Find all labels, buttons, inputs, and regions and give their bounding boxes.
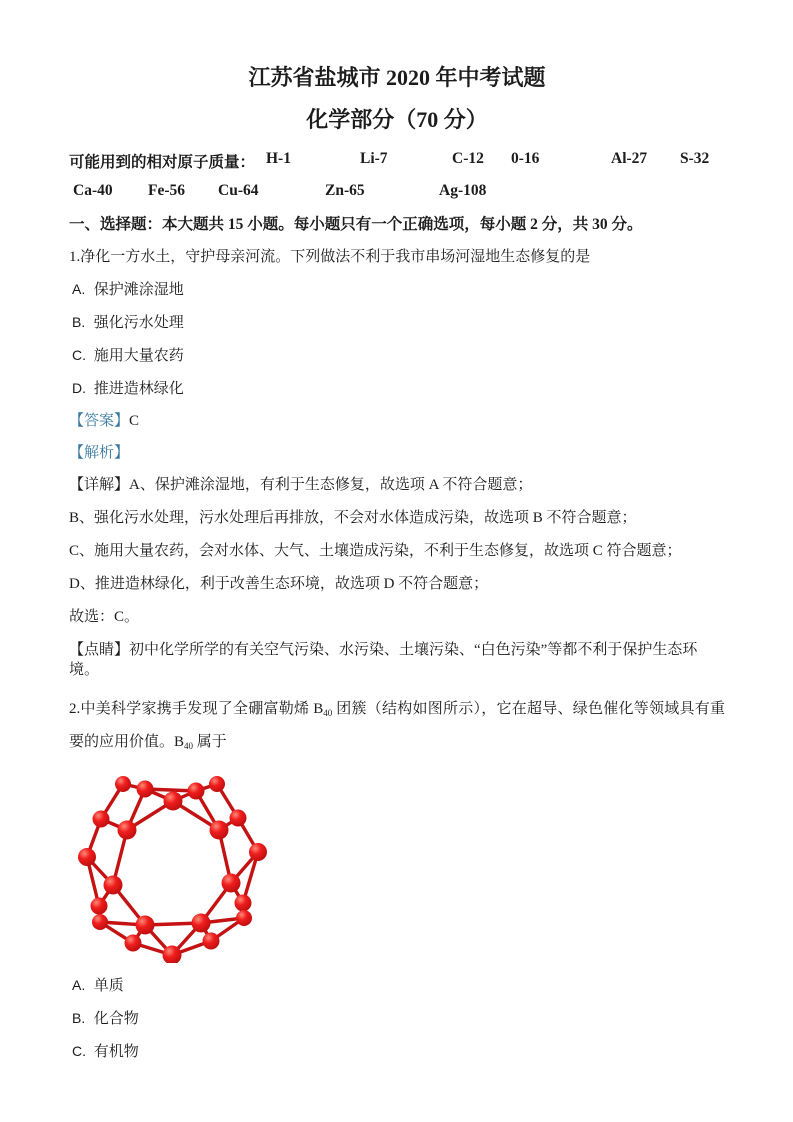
q1-tip: 【点睛】初中化学所学的有关空气污染、水污染、土壤污染、“白色污染”等都不利于保护生态环境。 — [69, 642, 698, 678]
q2-option-b — [72, 1008, 725, 1029]
analysis-label: 【解析】 — [69, 445, 130, 461]
q2-option-a — [72, 975, 725, 996]
q1-option-b — [72, 312, 725, 333]
q1-detail-c: C、施用大量农药，会对水体、大气、土壤造成污染，不利于生态修复，故选项 C 符合题意； — [69, 543, 682, 559]
answer-label: 【答案】 — [69, 413, 130, 429]
option-letter: C. — [72, 347, 86, 363]
q2-subscript: 40 — [184, 741, 194, 751]
option-letter: A. — [72, 977, 86, 993]
question-2-stem — [69, 693, 725, 759]
q1-option-d — [72, 378, 725, 399]
q1-option-a — [72, 279, 725, 300]
q1-option-c — [72, 345, 725, 366]
exam-title: 江苏省盐城市 2020 年中考试题 — [248, 65, 546, 90]
q1-analysis-line — [69, 443, 725, 463]
atomic-mass-row-2 — [69, 182, 725, 202]
mass-item: S-32 — [680, 150, 710, 167]
answer-value: C — [129, 413, 140, 429]
mass-item: Al-27 — [611, 150, 648, 167]
mass-item: C-12 — [452, 150, 484, 167]
mass-item: Fe-56 — [148, 182, 186, 199]
exam-subtitle: 化学部分（70 分） — [306, 107, 488, 132]
atomic-mass-note: 可能用到的相对原子质量： — [69, 154, 256, 171]
mass-item: Zn-65 — [325, 182, 365, 199]
mass-item: H-1 — [266, 150, 291, 167]
q2-stem-text: 团簇（结构如图所示），它在超导、绿色催化等领域具有重要的应用价值。B — [69, 701, 725, 750]
q1-detail-b: B、强化污水处理，污水处理后再排放，不会对水体造成污染，故选项 B 不符合题意； — [69, 510, 637, 526]
q2-stem-text: 属于 — [193, 734, 227, 750]
option-letter: D. — [72, 380, 86, 396]
atom-group — [78, 776, 267, 963]
atomic-mass-row-1 — [69, 150, 725, 170]
q1-answer-line — [69, 411, 725, 431]
option-text: 单质 — [93, 978, 124, 994]
mass-item: Li-7 — [360, 150, 388, 167]
mass-item: 0-16 — [511, 150, 540, 167]
mass-item: Ag-108 — [439, 182, 487, 199]
q2-subscript: 40 — [323, 708, 333, 718]
mass-item: Ca-40 — [73, 182, 113, 199]
option-text: 有机物 — [93, 1044, 139, 1060]
option-text: 施用大量农药 — [93, 348, 184, 364]
option-letter: C. — [72, 1043, 86, 1059]
option-letter: B. — [72, 1010, 86, 1026]
option-text: 保护滩涂湿地 — [93, 282, 184, 298]
q1-conclusion: 故选：C。 — [69, 609, 140, 625]
option-text: 化合物 — [93, 1011, 139, 1027]
q1-detail-d: D、推进造林绿化，利于改善生态环境，故选项 D 不符合题意； — [69, 576, 489, 592]
q2-option-c — [72, 1041, 725, 1062]
b40-molecule-figure — [71, 765, 273, 963]
option-text: 强化污水处理 — [93, 315, 184, 331]
mass-item: Cu-64 — [218, 182, 259, 199]
section-1-heading: 一、选择题：本大题共 15 小题。每小题只有一个正确选项，每小题 2 分，共 30 分。 — [69, 216, 643, 233]
q2-stem-text: 2.中美科学家携手发现了全硼富勒烯 B — [69, 701, 324, 717]
option-letter: A. — [72, 281, 86, 297]
q2-options — [69, 975, 725, 1062]
question-1-stem: 1.净化一方水土，守护母亲河流。下列做法不利于我市串场河湿地生态修复的是 — [69, 249, 591, 265]
q1-detail-a: 【详解】A、保护滩涂湿地，有利于生态修复，故选项 A 不符合题意； — [69, 477, 533, 493]
option-text: 推进造林绿化 — [93, 381, 184, 397]
option-letter: B. — [72, 314, 86, 330]
